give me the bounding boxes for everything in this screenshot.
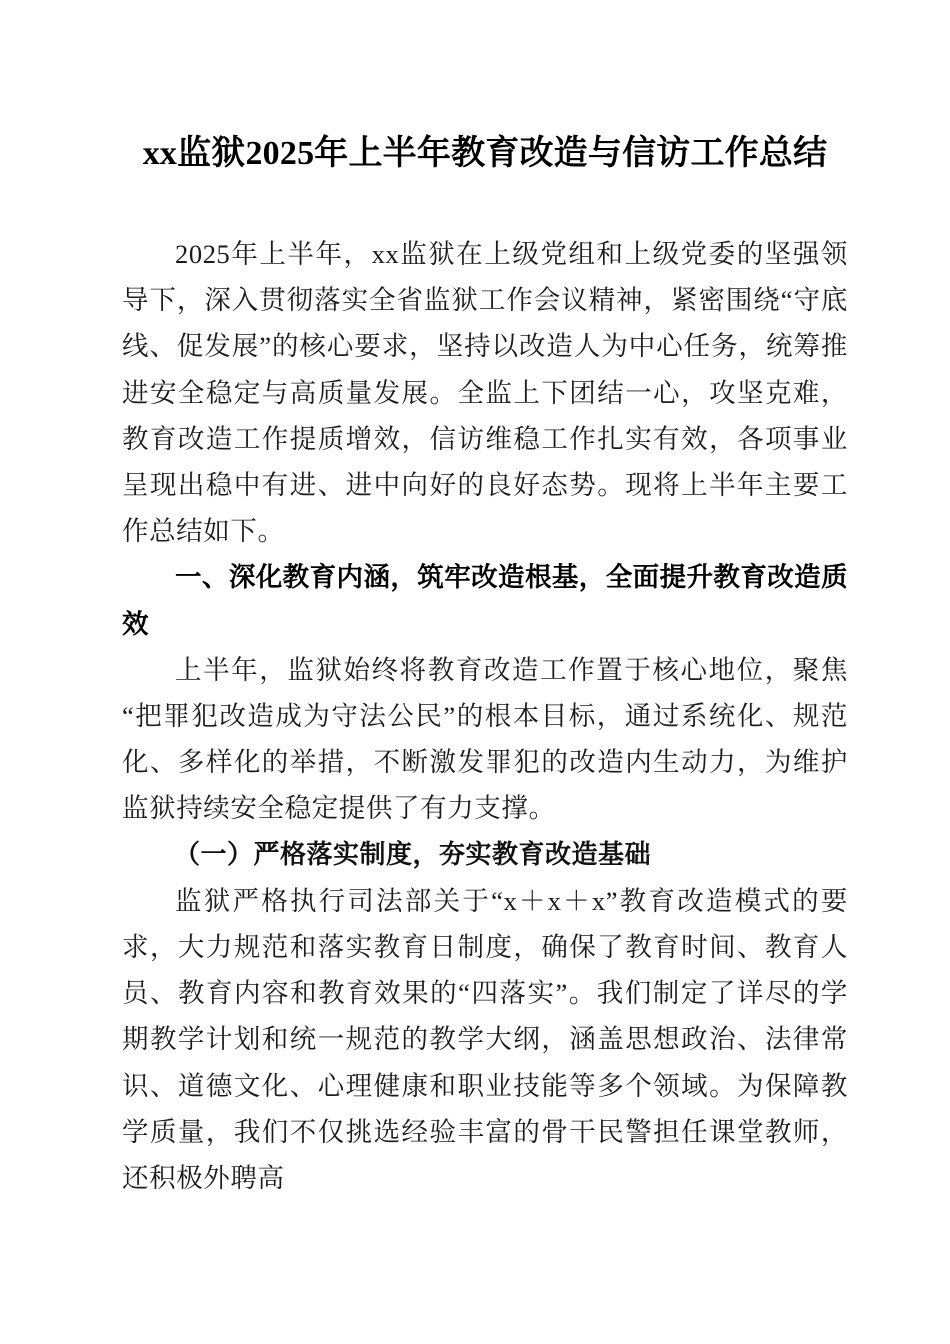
page-title: xx监狱2025年上半年教育改造与信访工作总结 [142,135,828,172]
paragraph-subsection-one-body: 监狱严格执行司法部关于“x＋x＋x”教育改造模式的要求，大力规范和落实教育日制度，确保了教育时间、教育人员、教育内容和教育效果的“四落实”。我们制定了详尽的学期教学计划和统一规范的教学大纲，涵盖思想政治、法律常识、道德文化、心理健康和职业技能等多个领域。为保障教学质量，我们不仅挑选经验丰富的骨干民警担任课堂教师，还积极外聘高 [122,885,848,1194]
heading-section-one: 一、深化教育内涵，筑牢改造根基，全面提升教育改造质效 [122,562,848,639]
title-body-spacer [122,179,848,231]
paragraph-section-one-lead: 上半年，监狱始终将教育改造工作置于核心地位，聚焦“把罪犯改造成为守法公民”的根本目标，通过系统化、规范化、多样化的举措，不断激发罪犯的改造内生动力，为维护监狱持续安全稳定提供了有力支撑。 [122,654,848,824]
heading-subsection-one: （一）严格落实制度，夯实教育改造基础 [174,839,652,869]
document-content [122,0,848,1201]
paragraph-intro: 2025年上半年，xx监狱在上级党组和上级党委的坚强领导下，深入贯彻落实全省监狱工作会议精神，紧密围绕“守底线、促发展”的核心要求，坚持以改造人为中心任务，统筹推进安全稳定与高质量发展。全监上下团结一心，攻坚克难，教育改造工作提质增效，信访维稳工作扎实有效，各项事业呈现出稳中有进、进中向好的良好态势。现将上半年主要工作总结如下。 [122,239,848,547]
